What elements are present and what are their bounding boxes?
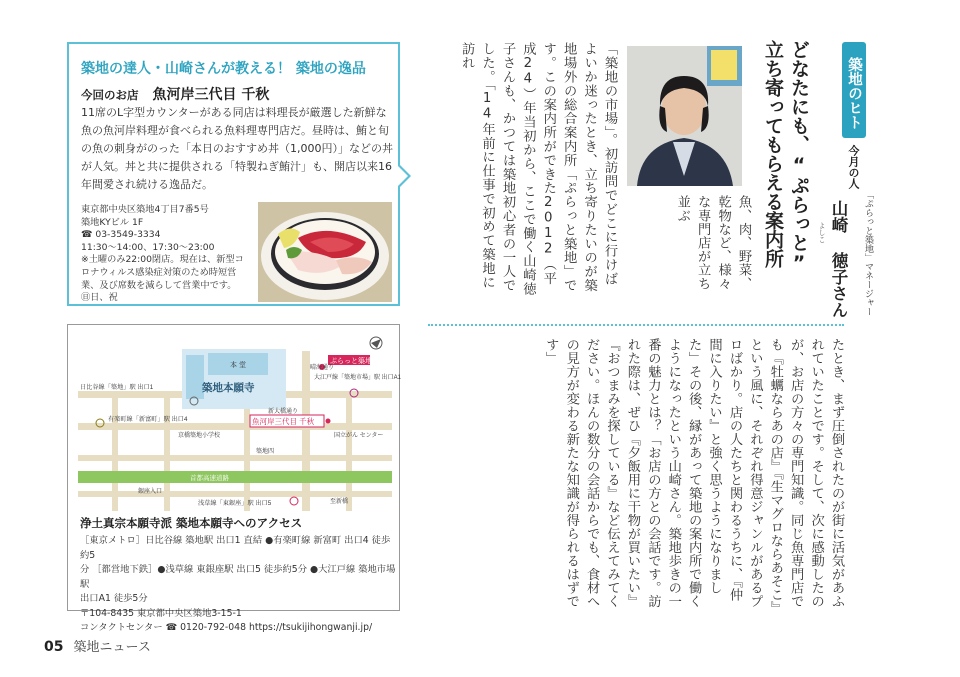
road bbox=[78, 491, 392, 497]
road bbox=[346, 391, 352, 511]
hito-badge: 築地のヒト bbox=[842, 42, 866, 138]
highway bbox=[78, 471, 392, 483]
article-upper-text: 「築地の市場」。初訪問でどこに行けばよいか迷ったとき、立ち寄りたいのが築地場外の総合案内所「ぷらっと築地」です。この案内所ができた2012（平成24）年当初から、ここで働く山崎徳子さんも、かつては築地初心者の一人でした。「14年前に仕事で初めて築地に訪れ bbox=[459, 42, 617, 296]
person-name: 山崎 徳子さん bbox=[829, 200, 848, 318]
shop-heading bbox=[81, 84, 269, 104]
shop-address: 東京都中央区築地4丁目7番5号 bbox=[81, 204, 209, 215]
access-map bbox=[78, 331, 402, 511]
chiaki-pin-icon bbox=[326, 419, 331, 424]
harumi-label: 晴海通り bbox=[310, 365, 335, 371]
article-headline bbox=[760, 40, 812, 274]
road bbox=[164, 391, 170, 511]
shop-note: ロナウィルス感染症対策のため時短営 bbox=[81, 266, 237, 278]
shop-holiday: ㊐日、祝 bbox=[81, 292, 118, 304]
shop-info bbox=[81, 204, 261, 305]
ginza-entrance-label: 銀座入口 bbox=[138, 489, 163, 495]
shop-note: ※土曜のみ22:00閉店。現在は、新型コ bbox=[81, 254, 244, 266]
access-line: ［東京メトロ］日比谷線 築地駅 出口1 直結 ●有楽町線 新富町 出口4 徒歩約5 bbox=[80, 535, 391, 561]
headline-line: どなたにも、“ぷらっと” bbox=[788, 40, 810, 274]
headline-line: 立ち寄ってもらえる案内所 bbox=[762, 40, 784, 268]
page-footer bbox=[44, 636, 151, 655]
road bbox=[302, 351, 310, 511]
shop-name: 魚河岸三代目 千秋 bbox=[152, 87, 270, 103]
oedo-station-label: 大江戸線「築地市場」駅 出口A1 bbox=[314, 375, 402, 381]
donburi-photo bbox=[258, 202, 392, 302]
hongwanji-label: 築地本願寺 bbox=[202, 382, 255, 394]
asakusa-station-label: 浅草線「東銀座」駅 出口5 bbox=[198, 500, 272, 507]
shop-note: 業、及び席数を減らして営業中です。 bbox=[81, 279, 237, 291]
hibiya-station-label: 日比谷線「築地」駅 出口1 bbox=[80, 384, 154, 391]
prattto-map-label: ぷらっと築地 bbox=[330, 358, 372, 365]
month-label: 今月の人 bbox=[847, 145, 860, 189]
access-contact: コンタクトセンター ☎ 0120-792-048 https://tsukijihongwanji.jp/ bbox=[80, 622, 373, 633]
shop-hours: 11:30～14:00、17:30～23:00 bbox=[81, 241, 215, 253]
road bbox=[78, 455, 392, 461]
section-divider bbox=[428, 324, 844, 326]
article-lower-text: たとき、まず圧倒されたのが街に活気があふれていたことです。そして、次に感動したのが、お店の方々の専門知識。同じ魚専門店でも『牡蠣ならあの店』『生マグロならあそこ』という風に、それぞれ得意ジャンルがあるプロばかり。店の人たちと関わるうちに、『仲間に入りたい』と強く思うようになりました」その後、縁があって築地の案内所で働くようになったという山崎さん。築地歩きの一番の魅力とは？「お店の方との会話です。訪れた際は、ぜひ『夕飯用に干物が買いたい』『おつまみを探している』など伝えてみてください。ほんの数分の会話からでも、食材への見方が変わる新たな知識が得られるはずです」 bbox=[543, 338, 844, 609]
portrait-photo bbox=[627, 46, 742, 186]
road bbox=[112, 391, 118, 511]
publication-title: 築地ニュース bbox=[73, 640, 151, 655]
access-line: 分 ［都営地下鉄］●浅草線 東銀座駅 出口5 徒歩約5分 ●大江戸線 築地市場駅 bbox=[80, 564, 396, 590]
access-body bbox=[80, 534, 396, 636]
tatsujin-heading: 築地の達人・山崎さんが教える！ 築地の逸品 bbox=[81, 61, 366, 77]
shop-phone: ☎ 03-3549-3334 bbox=[81, 229, 161, 241]
shinbashi-label: 至新橋 bbox=[330, 499, 349, 505]
article-upper-right-text: 魚、肉、野菜、乾物など、様々な専門店が立ち並ぶ bbox=[674, 195, 751, 291]
school-label: 京橋築地小学校 bbox=[178, 433, 221, 439]
today-label: 今回のお店 bbox=[81, 88, 139, 102]
shop-description: 11席のL字型カウンターがある同店は料理長が厳選した新鮮な魚の魚河岸料理が食べられる魚料理専門店だ。昼時は、鮪と旬の魚の刺身がのった「本日のおすすめ丼（1,000円）」などの丼が人気。丼と共に提供される「特製ねぎ鮪汁」も、開店以来16年間愛され続ける逸品だ。 bbox=[81, 106, 393, 191]
hondo-label: 本 堂 bbox=[230, 362, 246, 369]
page-number: 05 bbox=[44, 639, 64, 655]
highway-label: 首都高速道路 bbox=[190, 475, 229, 482]
shop-building: 築地KYビル 1F bbox=[81, 216, 144, 228]
person-position: 「ぷらっと築地」マネージャー bbox=[863, 190, 873, 316]
name-furigana: よしこ bbox=[818, 222, 826, 243]
cancer-center-label: 国立がん センター bbox=[334, 433, 384, 439]
shin-ohashi-label: 新大橋通り bbox=[268, 409, 299, 415]
access-line: 出口A1 徒歩5分 bbox=[80, 593, 148, 604]
yurakucho-station-label: 有楽町線「新富町」駅 出口4 bbox=[108, 416, 188, 423]
access-address: 〒104-8435 東京都中央区築地3-15-1 bbox=[80, 607, 242, 619]
road bbox=[78, 423, 392, 430]
tatsujin-box bbox=[67, 42, 400, 306]
access-box bbox=[67, 324, 402, 633]
access-title: 浄土真宗本願寺派 築地本願寺へのアクセス bbox=[80, 516, 303, 530]
chiaki-map-label: 魚河岸三代目 千秋 bbox=[252, 417, 315, 426]
denpo-building bbox=[186, 355, 204, 377]
tsukiji4-label: 築地四 bbox=[256, 449, 275, 455]
